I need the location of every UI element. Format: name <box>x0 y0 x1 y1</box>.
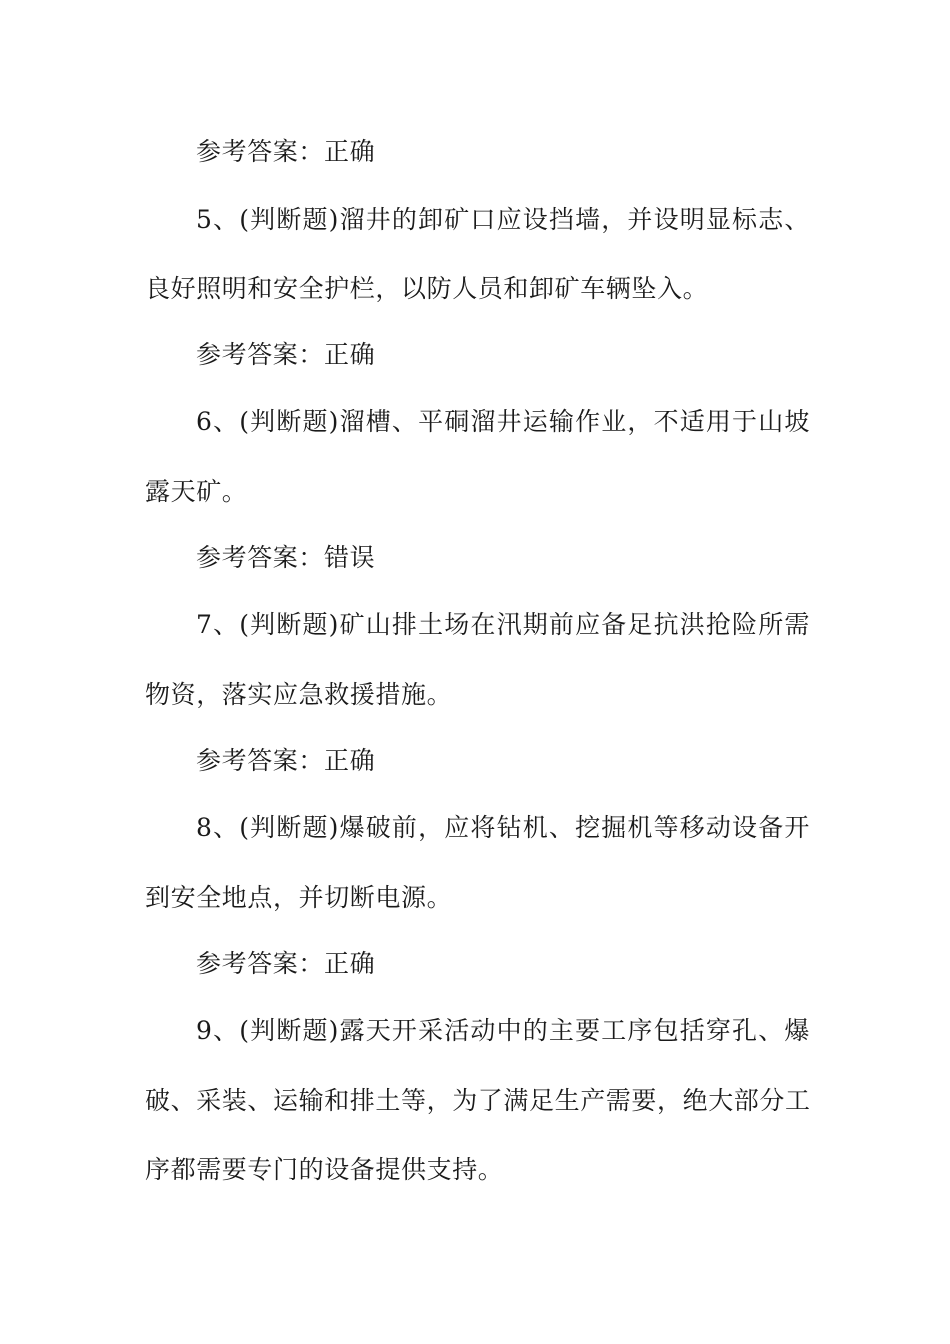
question-7-line-2: 物资，落实应急救援措施。 <box>145 680 453 709</box>
answer-7: 参考答案：正确 <box>196 746 376 775</box>
answer-5: 参考答案：正确 <box>196 340 376 369</box>
answer-8: 参考答案：正确 <box>196 949 376 978</box>
question-5-line-2: 良好照明和安全护栏，以防人员和卸矿车辆坠入。 <box>145 274 709 303</box>
answer-4: 参考答案：正确 <box>196 137 376 166</box>
question-8-line-2: 到安全地点，并切断电源。 <box>145 883 453 912</box>
question-7-line-1: 7、(判断题)矿山排土场在汛期前应备足抗洪抢险所需 <box>196 610 810 639</box>
question-5-line-1: 5、(判断题)溜井的卸矿口应设挡墙，并设明显标志、 <box>196 205 810 234</box>
question-9-line-2: 破、采装、运输和排土等，为了满足生产需要，绝大部分工 <box>145 1086 811 1115</box>
question-6-line-1: 6、(判断题)溜槽、平硐溜井运输作业，不适用于山坡 <box>196 407 810 436</box>
question-6-line-2: 露天矿。 <box>145 477 248 506</box>
question-9-line-1: 9、(判断题)露天开采活动中的主要工序包括穿孔、爆 <box>196 1016 810 1045</box>
question-9-line-3: 序都需要专门的设备提供支持。 <box>145 1155 504 1184</box>
answer-6: 参考答案：错误 <box>196 543 376 572</box>
question-8-line-1: 8、(判断题)爆破前，应将钻机、挖掘机等移动设备开 <box>196 813 810 842</box>
